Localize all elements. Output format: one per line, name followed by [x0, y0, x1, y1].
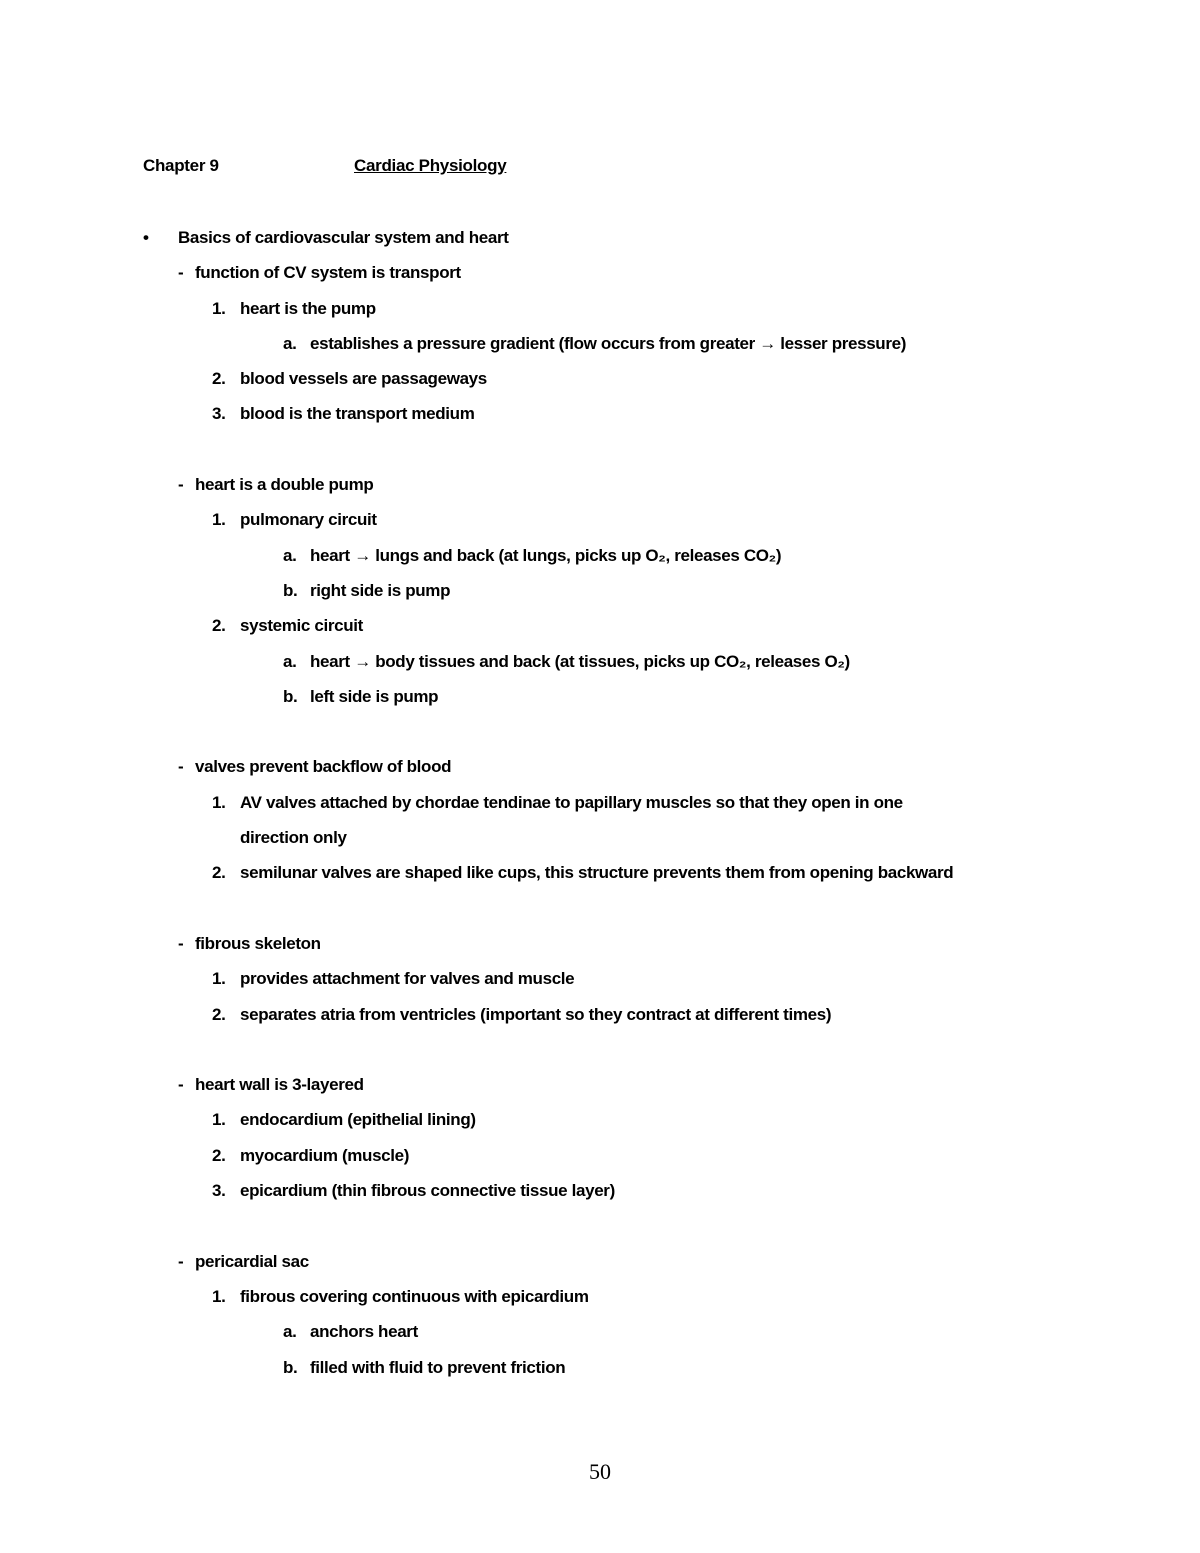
list-item-text: provides attachment for valves and muscle [240, 969, 575, 989]
outline-item [0, 861, 1200, 896]
list-item-text: fibrous covering continuous with epicardium [240, 1286, 589, 1306]
list-item-text: function of CV system is transport [195, 263, 461, 283]
section-gap [0, 1038, 1200, 1073]
list-item-text: blood vessels are passageways [240, 369, 487, 389]
list-item-text: heart → lungs and back (at lungs, picks up O₂, releases CO₂) [310, 545, 782, 565]
list-item-text: separates atria from ventricles (important so they contract at different times) [240, 1004, 832, 1024]
outline-item [0, 261, 1200, 296]
list-item-text: heart is a double pump [195, 475, 374, 495]
list-item-text: fibrous skeleton [195, 933, 321, 953]
list-marker: 1. [212, 1110, 226, 1130]
list-marker: - [178, 263, 184, 283]
outline-item [0, 650, 1200, 685]
chapter-label: Chapter 9 [143, 156, 219, 175]
list-item-text: semilunar valves are shaped like cups, this structure prevents them from opening backward [240, 863, 954, 883]
list-marker: 3. [212, 404, 226, 424]
list-marker: • [143, 228, 149, 247]
list-marker: 2. [212, 616, 226, 636]
list-marker: - [178, 757, 184, 777]
outline-item [0, 473, 1200, 508]
list-item-text: heart → body tissues and back (at tissues, picks up CO₂, releases O₂) [310, 651, 850, 671]
outline-item [0, 1003, 1200, 1038]
outline-item [0, 1285, 1200, 1320]
outline-item [0, 1144, 1200, 1179]
list-item-text: blood is the transport medium [240, 404, 475, 424]
outline-item [0, 614, 1200, 649]
list-item-text: systemic circuit [240, 616, 363, 636]
list-marker: a. [283, 1322, 297, 1342]
list-item-text: pulmonary circuit [240, 510, 377, 530]
list-item-text: establishes a pressure gradient (flow occurs from greater → lesser pressure) [310, 333, 907, 353]
outline-item [0, 544, 1200, 579]
list-marker: 2. [212, 1145, 226, 1165]
list-item-text: heart is the pump [240, 298, 376, 318]
list-marker: 3. [212, 1181, 226, 1201]
list-item-text: epicardium (thin fibrous connective tissue layer) [240, 1181, 615, 1201]
outline-item [0, 685, 1200, 720]
list-marker: b. [283, 580, 298, 600]
list-item-text: AV valves attached by chordae tendinae to papillary muscles so that they open in one [240, 792, 903, 812]
outline-item [0, 332, 1200, 367]
list-marker: - [178, 475, 184, 495]
outline-item [0, 1073, 1200, 1108]
list-marker: 1. [212, 969, 226, 989]
list-item-text: endocardium (epithelial lining) [240, 1110, 476, 1130]
list-marker: - [178, 1075, 184, 1095]
outline-item [0, 791, 1200, 826]
list-item-text: filled with fluid to prevent friction [310, 1357, 566, 1377]
section-gap [0, 1214, 1200, 1249]
list-item-text: valves prevent backflow of blood [195, 757, 452, 777]
list-item-text: Basics of cardiovascular system and heart [178, 228, 509, 247]
outline-item [0, 826, 1200, 861]
list-marker: 1. [212, 1286, 226, 1306]
outline-item [0, 1108, 1200, 1143]
outline-list [0, 226, 1200, 1391]
outline-item [0, 1250, 1200, 1285]
outline-item [0, 579, 1200, 614]
section-gap [0, 897, 1200, 932]
list-marker: 2. [212, 369, 226, 389]
list-marker: 1. [212, 792, 226, 812]
chapter-title: Cardiac Physiology [354, 156, 507, 175]
list-marker: a. [283, 545, 297, 565]
section-gap [0, 720, 1200, 755]
list-marker: 1. [212, 298, 226, 318]
outline-item [0, 1179, 1200, 1214]
section-gap [0, 438, 1200, 473]
list-marker: a. [283, 651, 297, 671]
outline-item [0, 402, 1200, 437]
list-item-text: direction only [240, 828, 347, 848]
outline-item [0, 226, 1200, 261]
list-marker: b. [283, 686, 298, 706]
list-marker: b. [283, 1357, 298, 1377]
list-marker: 1. [212, 510, 226, 530]
outline-item [0, 1320, 1200, 1355]
list-item-text: myocardium (muscle) [240, 1145, 410, 1165]
list-item-text: right side is pump [310, 580, 451, 600]
list-marker: - [178, 933, 184, 953]
outline-item [0, 367, 1200, 402]
list-marker: 2. [212, 1004, 226, 1024]
outline-item [0, 755, 1200, 790]
outline-item [0, 932, 1200, 967]
outline-item [0, 1356, 1200, 1391]
list-marker: - [178, 1251, 184, 1271]
list-marker: a. [283, 333, 297, 353]
page-number: 50 [589, 1459, 611, 1484]
outline-item [0, 508, 1200, 543]
list-item-text: pericardial sac [195, 1251, 309, 1271]
list-marker: 2. [212, 863, 226, 883]
outline-item [0, 967, 1200, 1002]
list-item-text: left side is pump [310, 686, 439, 706]
list-item-text: heart wall is 3-layered [195, 1075, 364, 1095]
outline-item [0, 297, 1200, 332]
list-item-text: anchors heart [310, 1322, 418, 1342]
